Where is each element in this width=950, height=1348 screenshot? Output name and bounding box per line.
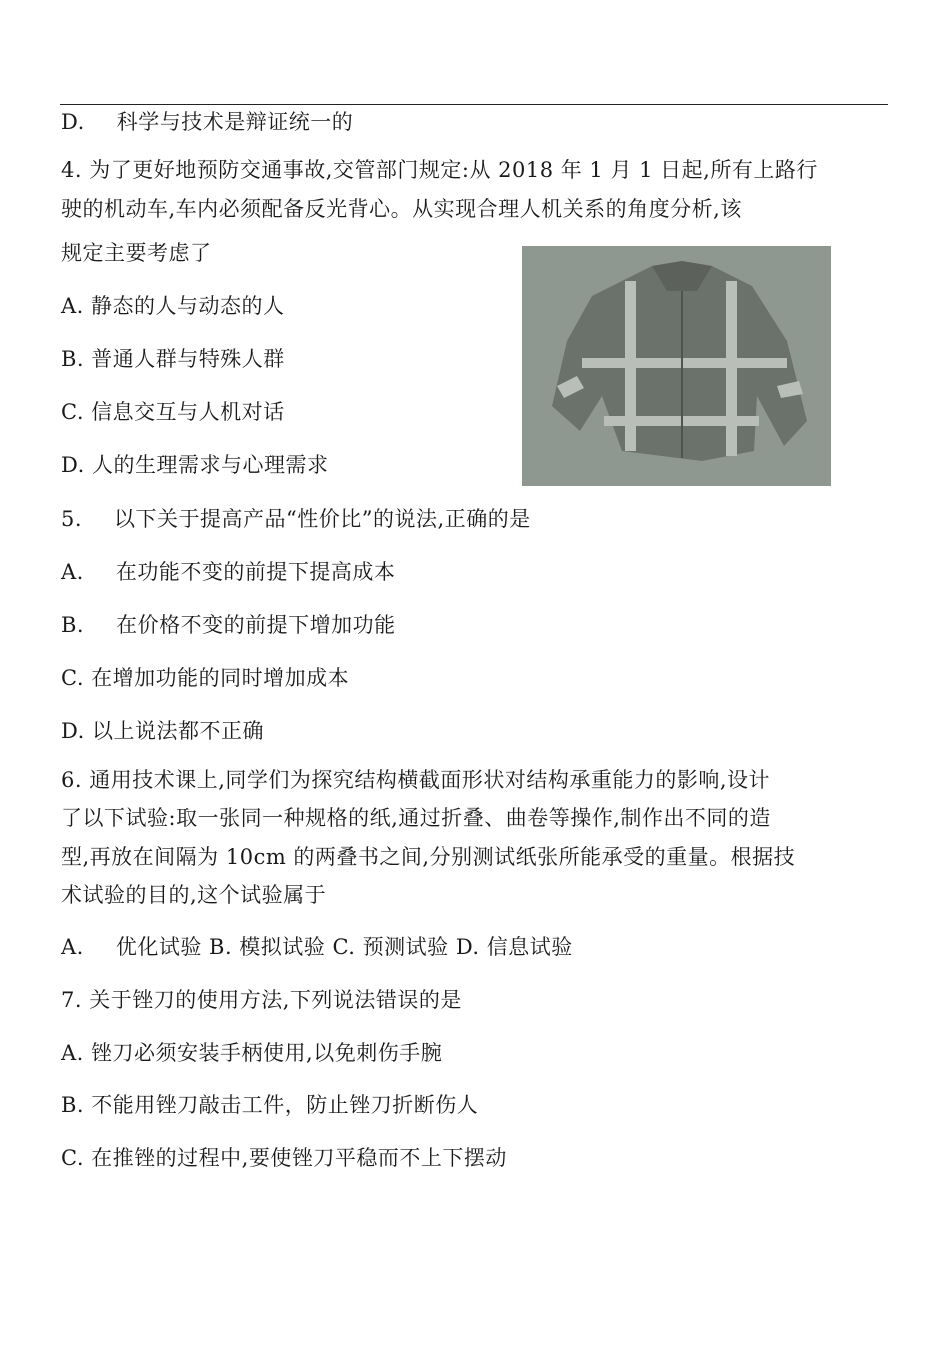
q4-stem-line-2: 驶的机动车,车内必须配备反光背心。从实现合理人机关系的角度分析,该 (61, 197, 742, 221)
q5-option-b: B. 在价格不变的前提下增加功能 (61, 613, 396, 637)
q6-options: A. 优化试验 B. 模拟试验 C. 预测试验 D. 信息试验 (61, 935, 573, 959)
header-rule (60, 104, 888, 105)
q7-option-b: B. 不能用锉刀敲击工件，防止锉刀折断伤人 (61, 1093, 479, 1117)
q7-option-c: C. 在推锉的过程中,要使锉刀平稳而不上下摆动 (61, 1146, 507, 1170)
q5-stem: 5. 以下关于提高产品“性价比”的说法,正确的是 (61, 507, 531, 531)
q6-stem-line-1: 6. 通用技术课上,同学们为探究结构横截面形状对结构承重能力的影响,设计 (61, 768, 771, 792)
q5-option-c: C. 在增加功能的同时增加成本 (61, 666, 350, 690)
reflective-vest-photo-icon (522, 246, 831, 486)
q4-stem-line-1: 4. 为了更好地预防交通事故,交管部门规定:从 2018 年 1 月 1 日起,所有上路行 (61, 158, 818, 182)
q5-option-d: D. 以上说法都不正确 (61, 719, 264, 743)
q4-stem-line-3: 规定主要考虑了 (61, 241, 212, 265)
option-d-prev: D. 科学与技术是辩证统一的 (61, 110, 354, 134)
q5-option-a: A. 在功能不变的前提下提高成本 (61, 560, 396, 584)
q6-stem-line-3: 型,再放在间隔为 10cm 的两叠书之间,分别测试纸张所能承受的重量。根据技 (61, 845, 796, 869)
q6-stem-line-2: 了以下试验:取一张同一种规格的纸,通过折叠、曲卷等操作,制作出不同的造 (61, 806, 771, 830)
q4-option-d: D. 人的生理需求与心理需求 (61, 453, 329, 477)
q7-stem: 7. 关于锉刀的使用方法,下列说法错误的是 (61, 988, 462, 1012)
q4-option-a: A. 静态的人与动态的人 (61, 294, 285, 318)
q4-option-b: B. 普通人群与特殊人群 (61, 347, 285, 371)
q7-option-a: A. 锉刀必须安装手柄使用,以免刺伤手腕 (61, 1041, 443, 1065)
q4-option-c: C. 信息交互与人机对话 (61, 400, 285, 424)
q6-stem-line-4: 术试验的目的,这个试验属于 (61, 883, 327, 907)
